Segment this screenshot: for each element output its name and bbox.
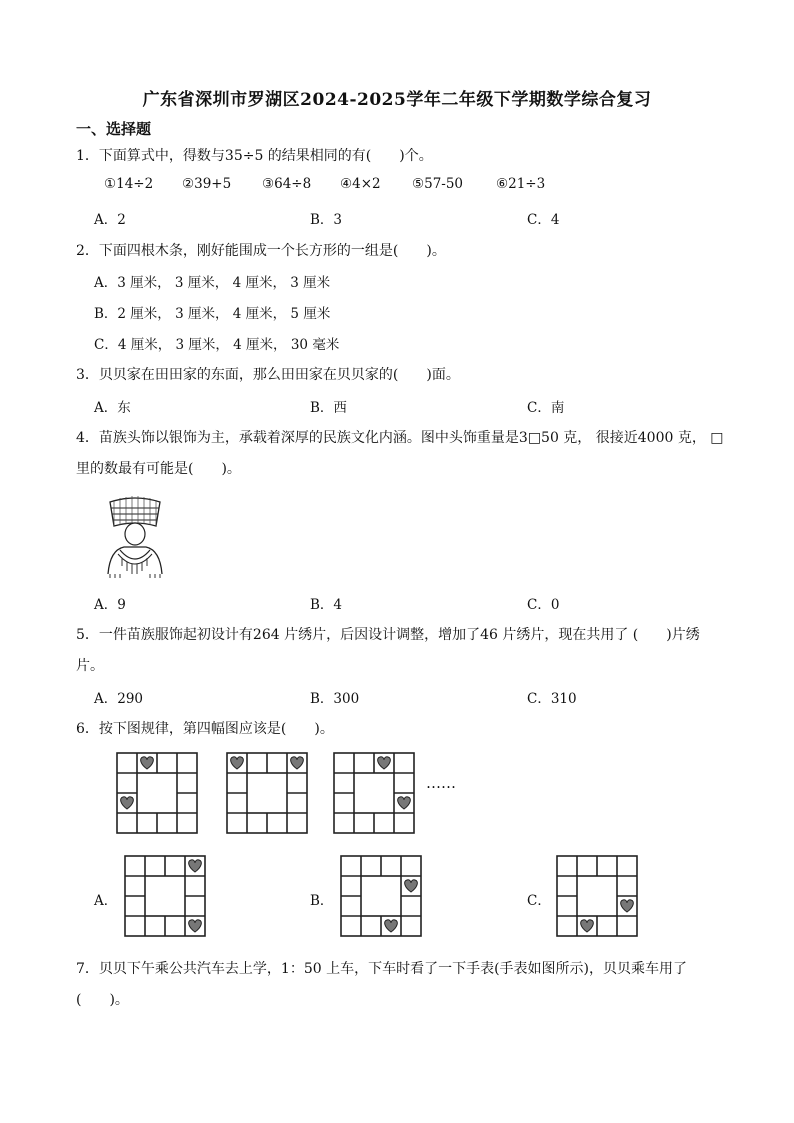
question-2-stem: 2．下面四根木条，刚好能围成一个长方形的一组是( )。 (76, 243, 446, 259)
q3-option-c[interactable]: C．南 (527, 400, 565, 416)
q1-expr-6: ⑥21÷3 (496, 176, 546, 192)
q5-option-c[interactable]: C．310 (527, 691, 577, 707)
q2-option-b[interactable]: B．2 厘米， 3 厘米， 4 厘米， 5 厘米 (94, 306, 331, 322)
q4-option-a[interactable]: A．9 (94, 597, 126, 613)
q1-expr-1: ①14÷2 (104, 176, 154, 192)
question-4-stem-line2: 里的数最有可能是( )。 (76, 461, 241, 477)
page-title: 广东省深圳市罗湖区2024-2025学年二年级下学期数学综合复习 (142, 90, 652, 110)
q6-option-c-figure[interactable] (556, 855, 638, 937)
pattern-ellipsis: …… (426, 774, 456, 792)
question-3-stem: 3．贝贝家在田田家的东面，那么田田家在贝贝家的( )面。 (76, 367, 460, 383)
q1-option-b[interactable]: B．3 (310, 212, 343, 228)
question-7-stem-line2: ( )。 (76, 992, 129, 1008)
q6-option-c[interactable]: C． (527, 893, 551, 909)
q6-option-a-figure[interactable] (124, 855, 206, 937)
question-5-stem-line2: 片。 (76, 658, 104, 674)
q6-option-b[interactable]: B． (310, 893, 334, 909)
q1-expr-2: ②39+5 (182, 176, 232, 192)
pattern-figure-3 (333, 752, 415, 834)
question-7-stem-line1: 7．贝贝下午乘公共汽车去上学，1：50 上车，下车时看了一下手表(手表如图所示)，贝贝乘车用了 (76, 961, 688, 977)
q1-option-c[interactable]: C．4 (527, 212, 560, 228)
q4-option-b[interactable]: B．4 (310, 597, 343, 613)
miao-headdress-figure (100, 492, 170, 578)
question-1-stem: 1．下面算式中，得数与35÷5 的结果相同的有( )个。 (76, 148, 433, 164)
pattern-figure-1 (116, 752, 198, 834)
q1-expr-3: ③64÷8 (262, 176, 312, 192)
q6-option-b-figure[interactable] (340, 855, 422, 937)
q2-option-c[interactable]: C．4 厘米， 3 厘米， 4 厘米， 30 毫米 (94, 337, 340, 353)
q5-option-b[interactable]: B．300 (310, 691, 360, 707)
pattern-figure-2 (226, 752, 308, 834)
section-heading-choice: 一、选择题 (76, 120, 152, 138)
q1-expr-4: ④4×2 (340, 176, 381, 192)
q1-expr-5: ⑤57-50 (412, 176, 464, 192)
q4-option-c[interactable]: C．0 (527, 597, 560, 613)
q5-option-a[interactable]: A．290 (94, 691, 144, 707)
question-4-stem-line1: 4．苗族头饰以银饰为主，承载着深厚的民族文化内涵。图中头饰重量是3□50 克， 很接近4000 克， □ (76, 430, 724, 446)
q6-option-a[interactable]: A． (94, 893, 118, 909)
q3-option-a[interactable]: A．东 (94, 400, 131, 416)
question-5-stem-line1: 5．一件苗族服饰起初设计有264 片绣片，后因设计调整，增加了46 片绣片，现在共用了 ( )片绣 (76, 627, 700, 643)
q3-option-b[interactable]: B．西 (310, 400, 347, 416)
question-6-stem: 6．按下图规律，第四幅图应该是( )。 (76, 721, 334, 737)
q1-option-a[interactable]: A．2 (94, 212, 126, 228)
q2-option-a[interactable]: A．3 厘米， 3 厘米， 4 厘米， 3 厘米 (94, 275, 331, 291)
